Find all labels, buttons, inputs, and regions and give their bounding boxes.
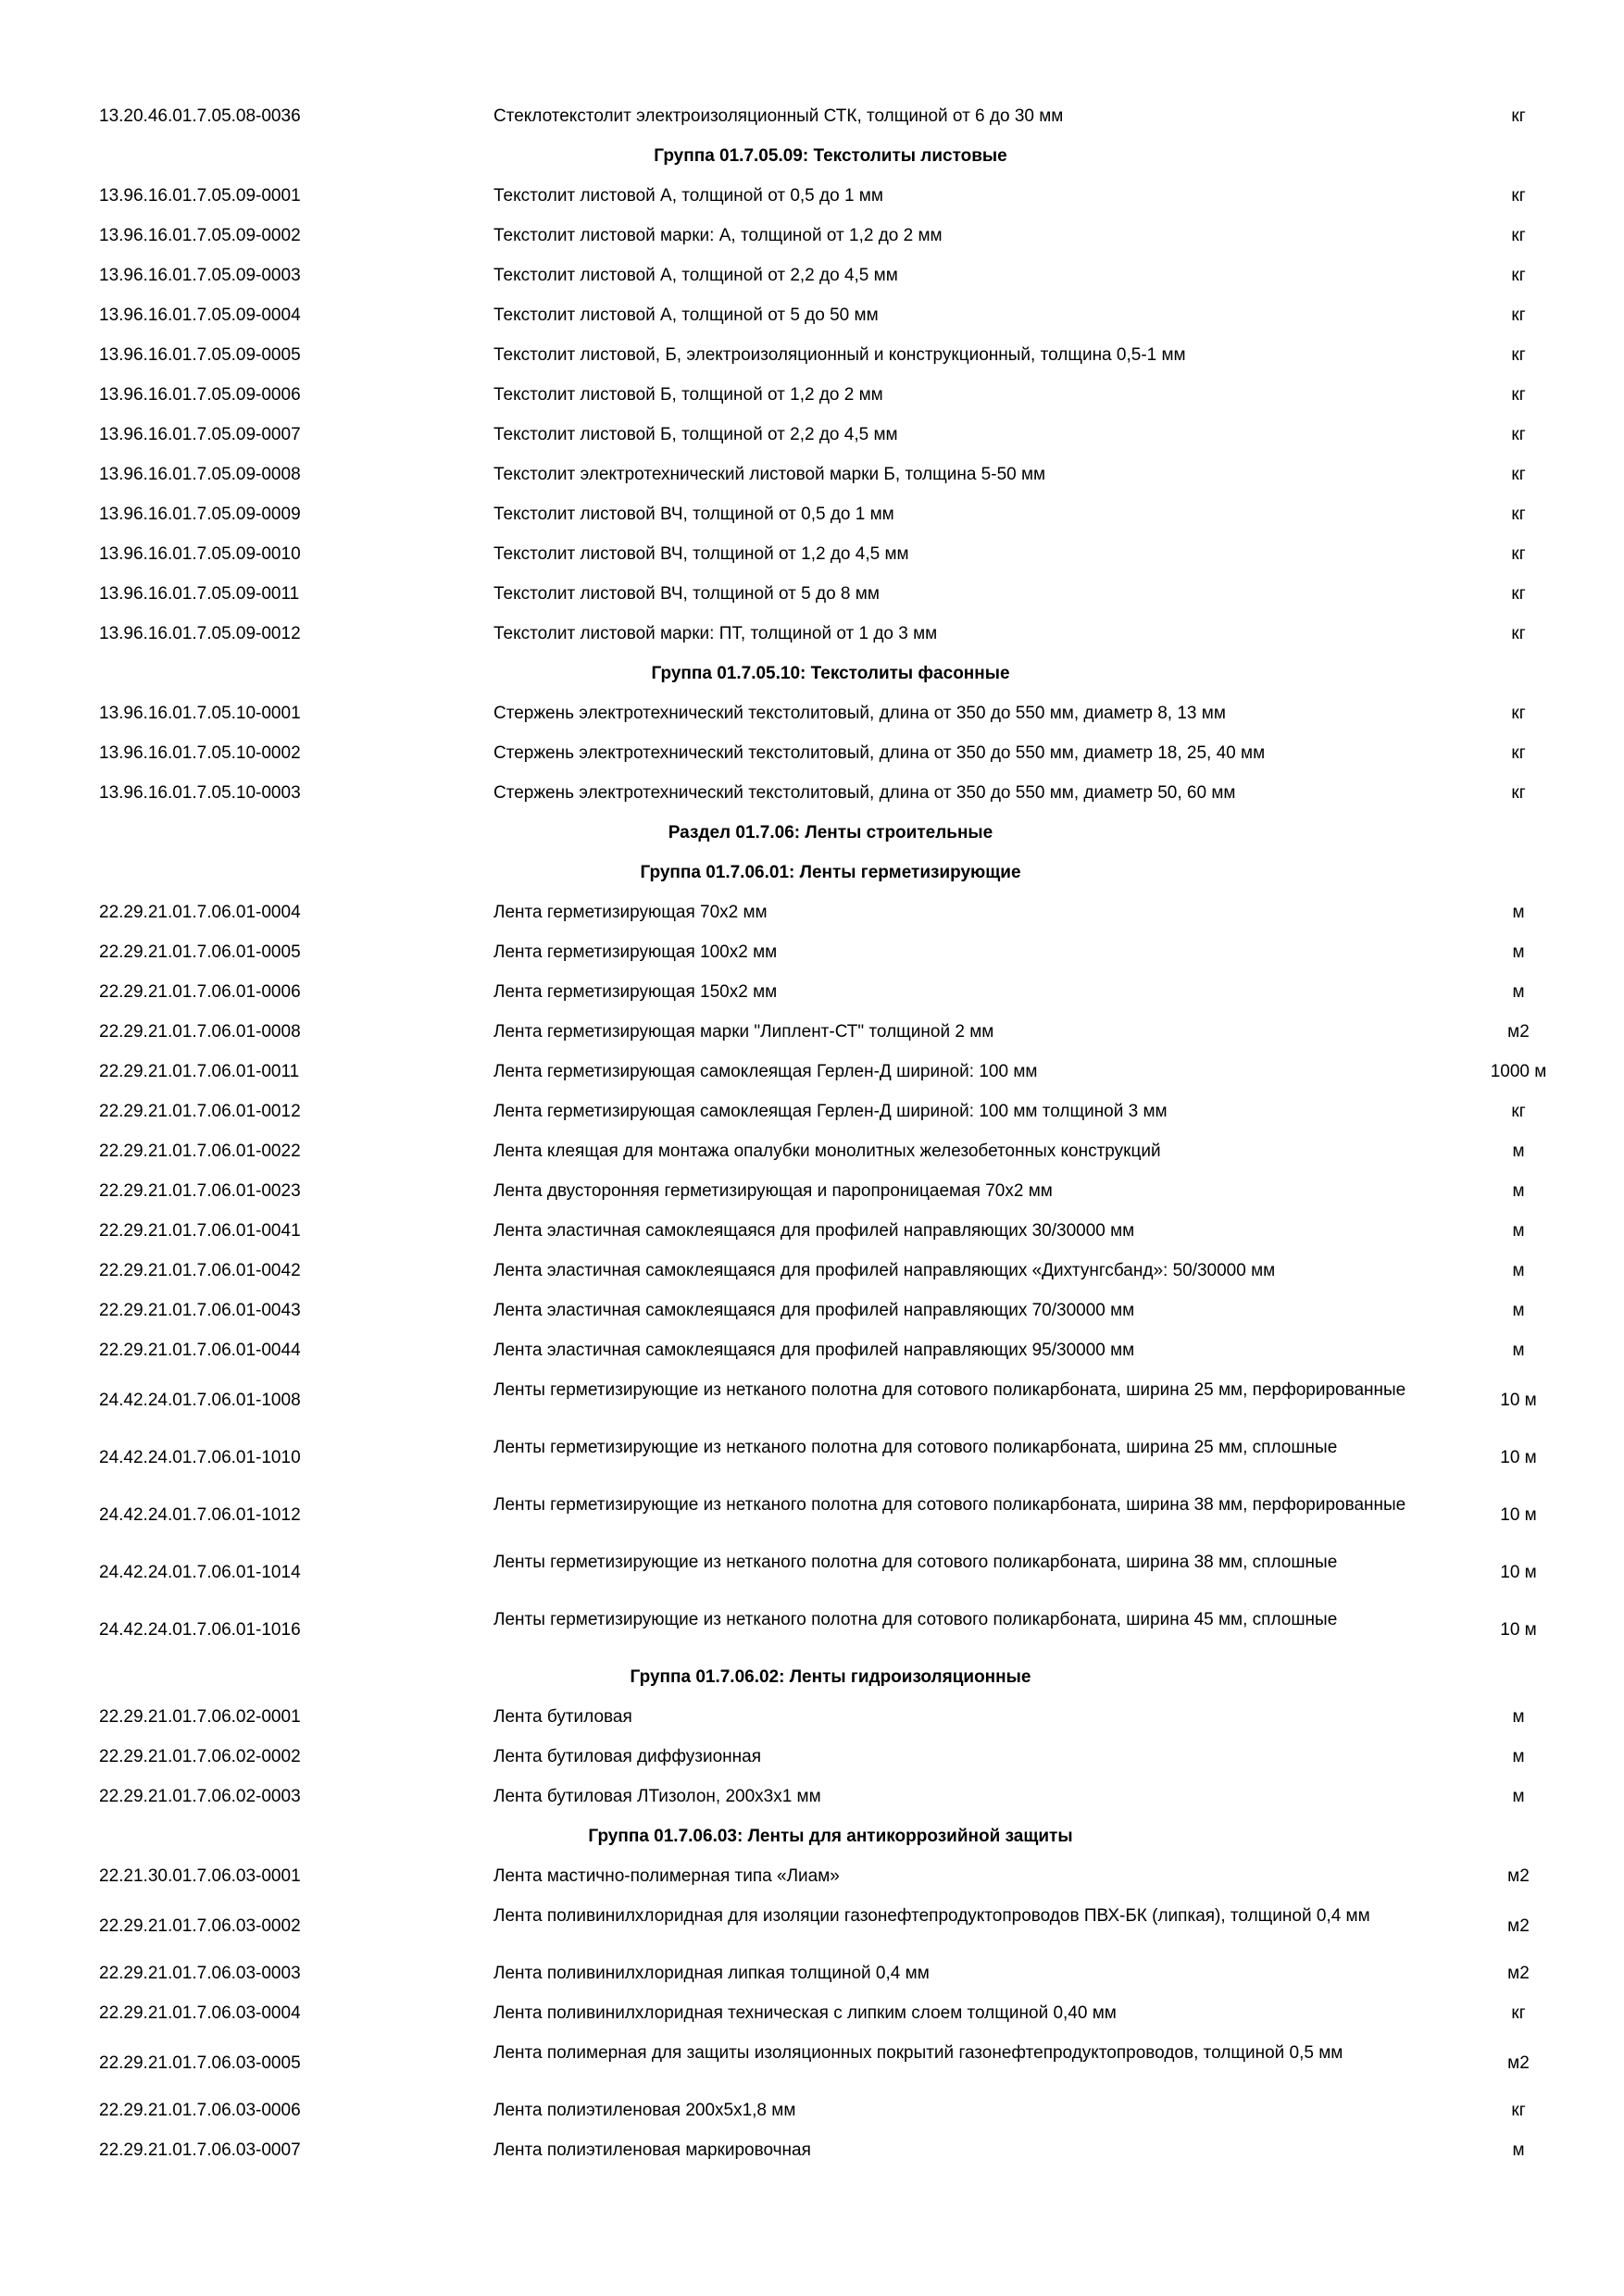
item-name: Текстолит листовой А, толщиной от 0,5 до 1 мм xyxy=(493,186,883,206)
item-name: Текстолит листовой ВЧ, толщиной от 0,5 до 1 мм xyxy=(493,505,894,524)
item-unit: кг xyxy=(1511,584,1526,604)
table-row xyxy=(0,1053,1624,1092)
item-code: 22.29.21.01.7.06.02-0003 xyxy=(99,1787,301,1806)
table-row xyxy=(0,217,1624,256)
item-code: 22.29.21.01.7.06.02-0001 xyxy=(99,1707,301,1727)
item-unit: 10 м xyxy=(1500,1563,1537,1582)
table-row xyxy=(0,2091,1624,2131)
item-name: Текстолит листовой ВЧ, толщиной от 5 до 8 мм xyxy=(493,584,880,604)
item-name: Лента эластичная самоклеящаяся для профилей направляющих «Дихтунгсбанд»: 50/30000 мм xyxy=(493,1261,1276,1280)
item-unit: кг xyxy=(1511,465,1526,484)
item-unit: м xyxy=(1512,1221,1525,1241)
table-row xyxy=(0,1429,1624,1486)
item-unit: 10 м xyxy=(1500,1448,1537,1467)
table-row xyxy=(0,893,1624,933)
item-unit: 10 м xyxy=(1500,1620,1537,1640)
item-name: Текстолит листовой марки: ПТ, толщиной от 1 до 3 мм xyxy=(493,624,938,643)
item-code: 22.29.21.01.7.06.01-0044 xyxy=(99,1341,301,1360)
item-unit: кг xyxy=(1511,226,1526,245)
table-row xyxy=(0,177,1624,217)
table-row xyxy=(0,1486,1624,1543)
item-unit: кг xyxy=(1511,425,1526,444)
item-code: 22.29.21.01.7.06.01-0043 xyxy=(99,1301,301,1320)
item-unit: м2 xyxy=(1507,1022,1530,1042)
table-row xyxy=(0,256,1624,296)
item-unit: м xyxy=(1512,942,1525,962)
item-unit: кг xyxy=(1511,743,1526,763)
group-heading xyxy=(0,1658,1624,1698)
table-row xyxy=(0,296,1624,336)
group-heading-text: Группа 01.7.06.03: Ленты для антикоррозийной защиты xyxy=(588,1827,1073,1846)
item-code: 13.96.16.01.7.05.09-0006 xyxy=(99,385,301,405)
group-heading-text: Раздел 01.7.06: Ленты строительные xyxy=(668,823,993,842)
item-unit: м xyxy=(1512,1261,1525,1280)
item-name: Лента эластичная самоклеящаяся для профилей направляющих 95/30000 мм xyxy=(493,1341,1135,1360)
table-row xyxy=(0,1292,1624,1331)
item-unit: м xyxy=(1512,1142,1525,1161)
item-code: 22.21.30.01.7.06.03-0001 xyxy=(99,1866,301,1886)
table-row xyxy=(0,1331,1624,1371)
item-code: 24.42.24.01.7.06.01-1010 xyxy=(99,1448,301,1467)
group-heading xyxy=(0,137,1624,177)
table-row xyxy=(0,1738,1624,1778)
item-code: 24.42.24.01.7.06.01-1016 xyxy=(99,1620,301,1640)
table-row xyxy=(0,774,1624,814)
group-heading-text: Группа 01.7.05.10: Текстолиты фасонные xyxy=(651,664,1010,683)
item-name: Лента мастично-полимерная типа «Лиам» xyxy=(493,1866,840,1886)
item-code: 24.42.24.01.7.06.01-1014 xyxy=(99,1563,301,1582)
item-code: 22.29.21.01.7.06.01-0008 xyxy=(99,1022,301,1042)
item-unit: кг xyxy=(1511,505,1526,524)
item-name: Текстолит листовой, Б, электроизоляционный и конструкционный, толщина 0,5-1 мм xyxy=(493,345,1186,365)
item-name: Текстолит листовой марки: А, толщиной от 1,2 до 2 мм xyxy=(493,226,943,245)
item-code: 22.29.21.01.7.06.03-0002 xyxy=(99,1916,301,1936)
item-unit: кг xyxy=(1511,186,1526,206)
item-code: 13.20.46.01.7.05.08-0036 xyxy=(99,106,301,126)
group-heading xyxy=(0,655,1624,694)
item-code: 22.29.21.01.7.06.01-0012 xyxy=(99,1102,301,1121)
item-name: Стержень электротехнический текстолитовый, длина от 350 до 550 мм, диаметр 8, 13 мм xyxy=(493,704,1226,723)
item-code: 24.42.24.01.7.06.01-1008 xyxy=(99,1391,301,1410)
item-name: Лента двусторонняя герметизирующая и паропроницаемая 70х2 мм xyxy=(493,1181,1053,1201)
table-row xyxy=(0,416,1624,455)
table-row xyxy=(0,1252,1624,1292)
group-heading xyxy=(0,854,1624,893)
item-unit: кг xyxy=(1511,306,1526,325)
item-name: Лента герметизирующая самоклеящая Герлен-Д шириной: 100 мм xyxy=(493,1062,1038,1081)
table-row xyxy=(0,1092,1624,1132)
item-unit: м xyxy=(1512,1301,1525,1320)
item-name: Текстолит листовой Б, толщиной от 1,2 до 2 мм xyxy=(493,385,883,405)
item-code: 22.29.21.01.7.06.03-0005 xyxy=(99,2053,301,2073)
table-row xyxy=(0,734,1624,774)
table-row xyxy=(0,336,1624,376)
item-name: Текстолит листовой ВЧ, толщиной от 1,2 до 4,5 мм xyxy=(493,544,909,564)
item-unit: м xyxy=(1512,982,1525,1002)
table-row xyxy=(0,97,1624,137)
group-heading-text: Группа 01.7.05.09: Текстолиты листовые xyxy=(654,146,1007,166)
item-unit: м xyxy=(1512,1341,1525,1360)
table-row xyxy=(0,2034,1624,2091)
item-code: 24.42.24.01.7.06.01-1012 xyxy=(99,1505,301,1525)
item-unit: кг xyxy=(1511,783,1526,803)
item-name: Лента клеящая для монтажа опалубки монолитных железобетонных конструкций xyxy=(493,1142,1161,1161)
document-table xyxy=(0,97,1624,2171)
item-name: Лента полиэтиленовая 200х5х1,8 мм xyxy=(493,2101,796,2120)
item-unit: м xyxy=(1512,1787,1525,1806)
item-unit: кг xyxy=(1511,385,1526,405)
table-row xyxy=(0,495,1624,535)
item-name: Ленты герметизирующие из нетканого полотна для сотового поликарбоната, ширина 25 мм, перфорированные xyxy=(493,1380,1406,1400)
item-name: Лента герметизирующая 70х2 мм xyxy=(493,903,768,922)
table-row xyxy=(0,1172,1624,1212)
table-row xyxy=(0,535,1624,575)
item-name: Лента эластичная самоклеящаяся для профилей направляющих 70/30000 мм xyxy=(493,1301,1135,1320)
item-unit: м xyxy=(1512,1707,1525,1727)
item-code: 13.96.16.01.7.05.09-0004 xyxy=(99,306,301,325)
table-row xyxy=(0,1371,1624,1429)
item-name: Ленты герметизирующие из нетканого полотна для сотового поликарбоната, ширина 45 мм, сплошные xyxy=(493,1610,1338,1629)
item-code: 13.96.16.01.7.05.10-0001 xyxy=(99,704,301,723)
item-unit: м xyxy=(1512,1747,1525,1766)
item-code: 13.96.16.01.7.05.09-0007 xyxy=(99,425,301,444)
item-name: Стержень электротехнический текстолитовый, длина от 350 до 550 мм, диаметр 50, 60 мм xyxy=(493,783,1236,803)
item-name: Ленты герметизирующие из нетканого полотна для сотового поликарбоната, ширина 38 мм, перфорированные xyxy=(493,1495,1406,1515)
item-unit: кг xyxy=(1511,624,1526,643)
item-code: 22.29.21.01.7.06.03-0003 xyxy=(99,1964,301,1983)
table-row xyxy=(0,615,1624,655)
item-unit: м2 xyxy=(1507,1964,1530,1983)
item-unit: м xyxy=(1512,1181,1525,1201)
group-heading-text: Группа 01.7.06.01: Ленты герметизирующие xyxy=(640,863,1021,882)
item-code: 22.29.21.01.7.06.01-0004 xyxy=(99,903,301,922)
item-code: 22.29.21.01.7.06.03-0007 xyxy=(99,2140,301,2160)
table-row xyxy=(0,1601,1624,1658)
item-unit: кг xyxy=(1511,2101,1526,2120)
item-code: 13.96.16.01.7.05.09-0003 xyxy=(99,266,301,285)
item-name: Лента герметизирующая 150х2 мм xyxy=(493,982,778,1002)
item-code: 13.96.16.01.7.05.10-0002 xyxy=(99,743,301,763)
item-unit: кг xyxy=(1511,544,1526,564)
table-row xyxy=(0,575,1624,615)
item-name: Лента полиэтиленовая маркировочная xyxy=(493,2140,811,2160)
item-name: Ленты герметизирующие из нетканого полотна для сотового поликарбоната, ширина 38 мм, сплошные xyxy=(493,1553,1338,1572)
item-unit: м xyxy=(1512,2140,1525,2160)
item-name: Лента бутиловая xyxy=(493,1707,632,1727)
item-name: Текстолит листовой А, толщиной от 2,2 до 4,5 мм xyxy=(493,266,898,285)
item-name: Стержень электротехнический текстолитовый, длина от 350 до 550 мм, диаметр 18, 25, 40 мм xyxy=(493,743,1266,763)
item-name: Текстолит электротехнический листовой марки Б, толщина 5-50 мм xyxy=(493,465,1046,484)
group-heading xyxy=(0,1817,1624,1857)
table-row xyxy=(0,1698,1624,1738)
table-row xyxy=(0,1543,1624,1601)
table-row xyxy=(0,933,1624,973)
table-row xyxy=(0,1994,1624,2034)
item-code: 22.29.21.01.7.06.01-0022 xyxy=(99,1142,301,1161)
item-code: 22.29.21.01.7.06.01-0011 xyxy=(99,1062,300,1081)
item-code: 13.96.16.01.7.05.09-0011 xyxy=(99,584,300,604)
table-row xyxy=(0,376,1624,416)
item-unit: кг xyxy=(1511,704,1526,723)
item-unit: м xyxy=(1512,903,1525,922)
item-name: Лента поливинилхлоридная техническая с липким слоем толщиной 0,40 мм xyxy=(493,2003,1117,2023)
item-unit: кг xyxy=(1511,1102,1526,1121)
table-row xyxy=(0,1897,1624,1954)
item-unit: 10 м xyxy=(1500,1391,1537,1410)
table-row xyxy=(0,455,1624,495)
group-heading xyxy=(0,814,1624,854)
item-code: 13.96.16.01.7.05.09-0001 xyxy=(99,186,301,206)
item-name: Лента герметизирующая 100х2 мм xyxy=(493,942,778,962)
item-unit: м2 xyxy=(1507,1866,1530,1886)
table-row xyxy=(0,1778,1624,1817)
item-code: 22.29.21.01.7.06.03-0004 xyxy=(99,2003,301,2023)
item-name: Лента герметизирующая самоклеящая Герлен-Д шириной: 100 мм толщиной 3 мм xyxy=(493,1102,1168,1121)
item-code: 13.96.16.01.7.05.10-0003 xyxy=(99,783,301,803)
item-name: Лента бутиловая ЛТизолон, 200х3х1 мм xyxy=(493,1787,821,1806)
item-code: 22.29.21.01.7.06.01-0023 xyxy=(99,1181,301,1201)
table-row xyxy=(0,1857,1624,1897)
item-name: Текстолит листовой Б, толщиной от 2,2 до 4,5 мм xyxy=(493,425,898,444)
item-code: 13.96.16.01.7.05.09-0009 xyxy=(99,505,301,524)
item-unit: кг xyxy=(1511,2003,1526,2023)
item-code: 22.29.21.01.7.06.01-0042 xyxy=(99,1261,301,1280)
item-name: Лента полимерная для защиты изоляционных покрытий газонефтепродуктопроводов, толщиной 0,5 мм xyxy=(493,2043,1343,2063)
item-unit: м2 xyxy=(1507,1916,1530,1936)
table-row xyxy=(0,1013,1624,1053)
table-row xyxy=(0,1212,1624,1252)
item-unit: 10 м xyxy=(1500,1505,1537,1525)
item-code: 13.96.16.01.7.05.09-0010 xyxy=(99,544,301,564)
item-code: 22.29.21.01.7.06.01-0006 xyxy=(99,982,301,1002)
table-row xyxy=(0,973,1624,1013)
item-code: 22.29.21.01.7.06.03-0006 xyxy=(99,2101,301,2120)
item-unit: 1000 м xyxy=(1490,1062,1547,1081)
item-name: Лента герметизирующая марки "Липлент-СТ" толщиной 2 мм xyxy=(493,1022,994,1042)
table-row xyxy=(0,1132,1624,1172)
item-name: Лента бутиловая диффузионная xyxy=(493,1747,762,1766)
item-code: 13.96.16.01.7.05.09-0012 xyxy=(99,624,301,643)
item-code: 13.96.16.01.7.05.09-0002 xyxy=(99,226,301,245)
item-code: 13.96.16.01.7.05.09-0005 xyxy=(99,345,301,365)
item-unit: кг xyxy=(1511,106,1526,126)
item-name: Лента поливинилхлоридная липкая толщиной 0,4 мм xyxy=(493,1964,930,1983)
table-row xyxy=(0,694,1624,734)
item-code: 13.96.16.01.7.05.09-0008 xyxy=(99,465,301,484)
item-unit: м2 xyxy=(1507,2053,1530,2073)
table-row xyxy=(0,2131,1624,2171)
item-name: Текстолит листовой А, толщиной от 5 до 50 мм xyxy=(493,306,879,325)
item-unit: кг xyxy=(1511,266,1526,285)
item-name: Лента эластичная самоклеящаяся для профилей направляющих 30/30000 мм xyxy=(493,1221,1135,1241)
item-name: Лента поливинилхлоридная для изоляции газонефтепродуктопроводов ПВХ-БК (липкая), толщиной 0,4 мм xyxy=(493,1906,1370,1926)
item-name: Стеклотекстолит электроизоляционный СТК, толщиной от 6 до 30 мм xyxy=(493,106,1064,126)
item-code: 22.29.21.01.7.06.01-0041 xyxy=(99,1221,301,1241)
item-unit: кг xyxy=(1511,345,1526,365)
table-row xyxy=(0,1954,1624,1994)
item-code: 22.29.21.01.7.06.01-0005 xyxy=(99,942,301,962)
group-heading-text: Группа 01.7.06.02: Ленты гидроизоляционные xyxy=(630,1667,1031,1687)
item-code: 22.29.21.01.7.06.02-0002 xyxy=(99,1747,301,1766)
item-name: Ленты герметизирующие из нетканого полотна для сотового поликарбоната, ширина 25 мм, сплошные xyxy=(493,1438,1338,1457)
